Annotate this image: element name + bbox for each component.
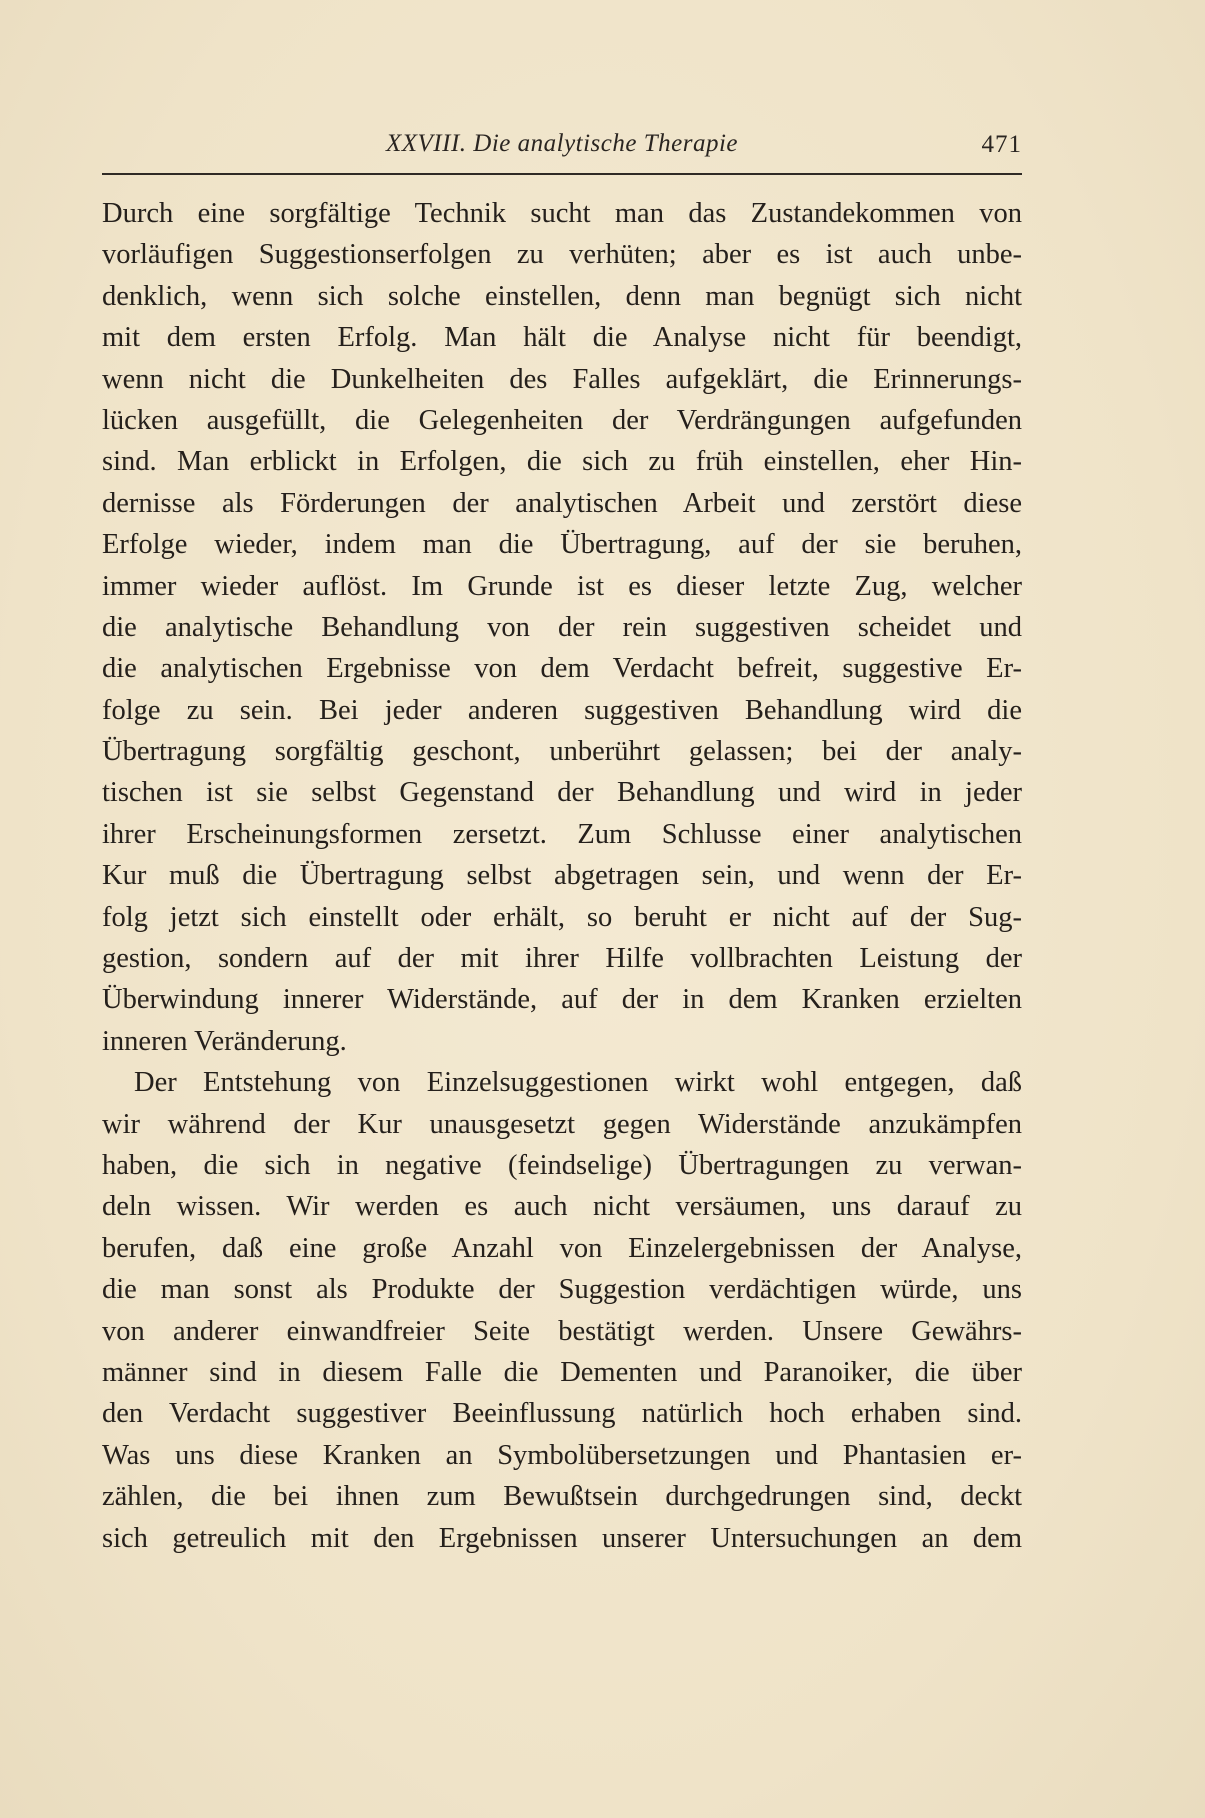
text-line: die man sonst als Produkte der Suggestion verdächtigen würde, uns (102, 1274, 1022, 1306)
text-line: berufen, daß eine große Anzahl von Einzelergebnissen der Analyse, (102, 1232, 1022, 1264)
text-line: zählen, die bei ihnen zum Bewußtsein durchgedrungen sind, deckt (102, 1481, 1022, 1513)
text-line: Durch eine sorgfältige Technik sucht man das Zustandekommen von (102, 198, 1022, 229)
text-line: denklich, wenn sich solche einstellen, denn man begnügt sich nicht (102, 280, 1022, 312)
paragraph (102, 1062, 1022, 1559)
text-line: immer wieder auflöst. Im Grunde ist es dieser letzte Zug, welcher (102, 570, 1022, 602)
text-line: inneren Veränderung. (102, 1025, 347, 1057)
text-line: Kur muß die Übertragung selbst abgetragen sein, und wenn der Er- (102, 860, 1022, 892)
text-line: von anderer einwandfreier Seite bestätigt werden. Unsere Gewährs- (102, 1315, 1022, 1347)
text-line: dernisse als Förderungen der analytischen Arbeit und zerstört diese (102, 487, 1022, 519)
text-line: folg jetzt sich einstellt oder erhält, so beruht er nicht auf der Sug- (102, 901, 1022, 933)
text-line: haben, die sich in negative (feindselige) Übertragungen zu verwan- (102, 1149, 1022, 1181)
text-line: wir während der Kur unausgesetzt gegen Widerstände anzukämpfen (102, 1108, 1022, 1140)
text-line: männer sind in diesem Falle die Dementen und Paranoiker, die über (102, 1356, 1022, 1388)
paragraph (102, 193, 1022, 1062)
text-line: wenn nicht die Dunkelheiten des Falles aufgeklärt, die Erinnerungs- (102, 363, 1022, 395)
text-line: den Verdacht suggestiver Beeinflussung natürlich hoch erhaben sind. (102, 1398, 1022, 1430)
text-line: vorläufigen Suggestionserfolgen zu verhüten; aber es ist auch unbe- (102, 239, 1022, 271)
running-head (102, 130, 1022, 170)
text-line: lücken ausgefüllt, die Gelegenheiten der Verdrängungen aufgefunden (102, 404, 1022, 436)
text-line: Erfolge wieder, indem man die Übertragung, auf der sie beruhen, (102, 529, 1022, 561)
text-line: Überwindung innerer Widerstände, auf der in dem Kranken erzielten (102, 984, 1022, 1016)
text-line: gestion, sondern auf der mit ihrer Hilfe vollbrachten Leistung der (102, 943, 1022, 975)
page-number: 471 (981, 131, 1022, 158)
text-line: Der Entstehung von Einzelsuggestionen wirkt wohl entgegen, daß (134, 1067, 1022, 1099)
text-line: sind. Man erblickt in Erfolgen, die sich zu früh einstellen, eher Hin- (102, 446, 1022, 478)
text-line: ihrer Erscheinungsformen zersetzt. Zum Schlusse einer analytischen (102, 818, 1022, 850)
text-line: folge zu sein. Bei jeder anderen suggestiven Behandlung wird die (102, 694, 1022, 726)
text-line: tischen ist sie selbst Gegenstand der Behandlung und wird in jeder (102, 777, 1022, 809)
text-line: die analytischen Ergebnisse von dem Verdacht befreit, suggestive Er- (102, 653, 1022, 685)
text-line: deln wissen. Wir werden es auch nicht versäumen, uns darauf zu (102, 1191, 1022, 1223)
text-line: die analytische Behandlung von der rein suggestiven scheidet und (102, 611, 1022, 643)
body-text (102, 193, 1022, 1559)
text-line: Übertragung sorgfältig geschont, unberührt gelassen; bei der analy- (102, 736, 1022, 768)
text-line: sich getreulich mit den Ergebnissen unserer Untersuchungen an dem (102, 1522, 1022, 1554)
text-line: mit dem ersten Erfolg. Man hält die Analyse nicht für beendigt, (102, 322, 1022, 354)
running-title: XXVIII. Die analytische Therapie (385, 130, 738, 157)
header-rule (102, 173, 1022, 175)
text-line: Was uns diese Kranken an Symbolübersetzungen und Phantasien er- (102, 1439, 1022, 1471)
